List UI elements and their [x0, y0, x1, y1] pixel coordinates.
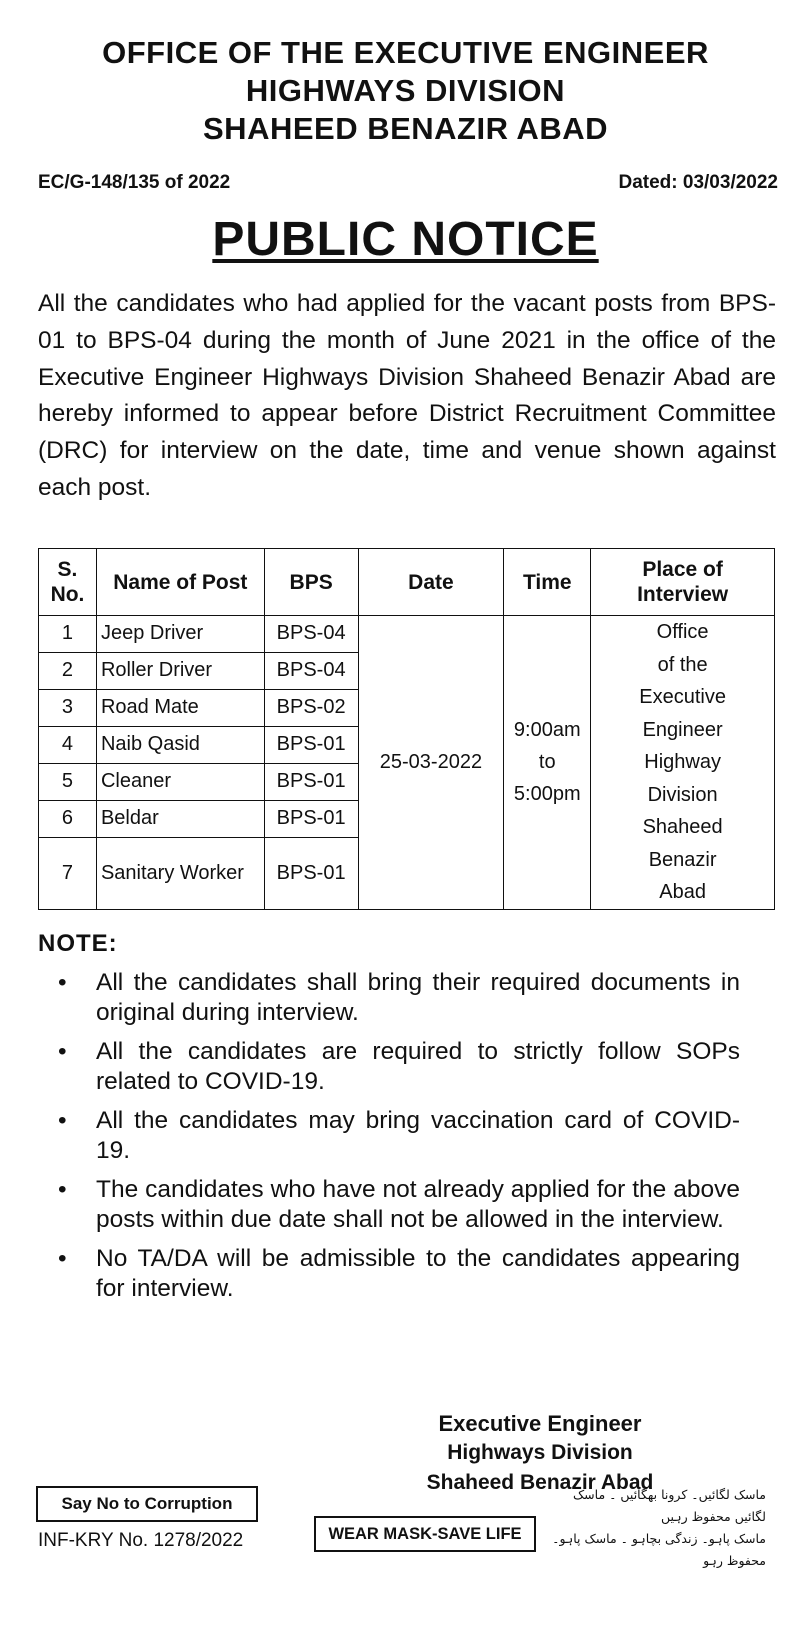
header-date: Date [358, 549, 504, 616]
row-post-name: Road Mate [96, 689, 264, 726]
table-row [39, 616, 775, 653]
urdu-slogan-line: ماسک پاہو۔ زندگی بچاہو ۔ ماسک پاہو۔ محفوظ رہو [552, 1531, 766, 1568]
row-sno: 2 [39, 652, 97, 689]
place-line: Highway [644, 751, 721, 773]
row-bps: BPS-04 [264, 652, 358, 689]
posts-table [38, 548, 775, 910]
bullet-icon: • [58, 1038, 67, 1065]
table-header-row [39, 549, 775, 616]
bullet-icon: • [58, 969, 67, 996]
list-item [58, 1175, 740, 1235]
row-sno: 7 [39, 837, 97, 909]
row-post-name: Sanitary Worker [96, 837, 264, 909]
reference-number: EC/G-148/135 of 2022 [38, 172, 231, 193]
place-line: Division [647, 783, 718, 806]
intro-paragraph: All the candidates who had applied for the vacant posts from BPS-01 to BPS-04 during the month of June 2021 in the office of the Executive Engineer Highways Division Shaheed Benazir Abad are hereby informed to appear before District Recruitment Committee (DRC) for interview on the date, time and venue shown against each post. [38, 290, 776, 501]
time-start: 9:00am [513, 719, 581, 742]
list-item [58, 1244, 740, 1304]
header-sno: S. No. [39, 549, 97, 616]
inf-number: INF-KRY No. 1278/2022 [38, 1530, 244, 1551]
row-bps: BPS-01 [264, 800, 358, 837]
row-bps: BPS-01 [264, 837, 358, 909]
time-to: to [538, 751, 556, 774]
notice-date: Dated: 03/03/2022 [618, 172, 778, 193]
header-line-division: HIGHWAYS DIVISION [245, 73, 566, 108]
place-line: Executive [639, 686, 726, 708]
note-text: All the candidates may bring vaccination card of COVID-19. [96, 1107, 740, 1164]
row-bps: BPS-01 [264, 726, 358, 763]
list-item [58, 968, 740, 1028]
note-text: The candidates who have not already applied for the above posts within due date shall not be allowed in the interview. [96, 1176, 740, 1233]
row-sno: 3 [39, 689, 97, 726]
signature-location: Shaheed Benazir Abad [426, 1471, 654, 1494]
row-post-name: Naib Qasid [96, 726, 264, 763]
place-line: of the [657, 653, 708, 676]
header-line-office: OFFICE OF THE EXECUTIVE ENGINEER [102, 35, 709, 70]
bullet-icon: • [58, 1107, 67, 1134]
bullet-icon: • [58, 1245, 67, 1272]
row-bps: BPS-01 [264, 763, 358, 800]
note-text: No TA/DA will be admissible to the candidates appearing for interview. [96, 1245, 740, 1302]
list-item [58, 1106, 740, 1166]
header-post-name: Name of Post [96, 549, 264, 616]
corruption-slogan-box: Say No to Corruption [36, 1486, 258, 1522]
header-place: Place of Interview [591, 549, 775, 616]
note-list [58, 968, 740, 1313]
row-post-name: Roller Driver [96, 652, 264, 689]
row-bps: BPS-02 [264, 689, 358, 726]
note-text: All the candidates are required to strictly follow SOPs related to COVID-19. [96, 1038, 740, 1095]
urdu-slogan [548, 1484, 766, 1572]
note-heading: NOTE: [38, 930, 118, 957]
row-post-name: Cleaner [96, 763, 264, 800]
urdu-slogan-line: ماسک لگائیں۔ کرونا بھگائیں ۔ ماسک لگائیں محفوظ رہیں [572, 1487, 766, 1524]
row-bps: BPS-04 [264, 616, 358, 653]
header-time: Time [504, 549, 591, 616]
row-sno: 6 [39, 800, 97, 837]
row-post-name: Beldar [96, 800, 264, 837]
interview-date: 25-03-2022 [358, 616, 504, 910]
row-sno: 1 [39, 616, 97, 653]
row-sno: 4 [39, 726, 97, 763]
page-title: PUBLIC NOTICE [212, 213, 599, 266]
place-line: Abad [659, 881, 706, 903]
mask-slogan-box: WEAR MASK-SAVE LIFE [314, 1516, 536, 1552]
signature-title: Executive Engineer [438, 1411, 642, 1436]
place-line: Shaheed [642, 816, 723, 838]
list-item [58, 1037, 740, 1097]
time-end: 5:00pm [513, 783, 581, 806]
signature-division: Highways Division [447, 1441, 633, 1464]
header-bps: BPS [264, 549, 358, 616]
interview-time [504, 616, 591, 910]
place-line: Benazir [648, 848, 717, 871]
office-header [0, 34, 811, 148]
row-post-name: Jeep Driver [96, 616, 264, 653]
note-text: All the candidates shall bring their required documents in original during interview. [96, 969, 740, 1026]
place-line: Engineer [642, 718, 723, 741]
bullet-icon: • [58, 1176, 67, 1203]
place-line: Office [656, 621, 709, 643]
interview-place [591, 616, 775, 910]
row-sno: 5 [39, 763, 97, 800]
header-line-location: SHAHEED BENAZIR ABAD [203, 111, 608, 146]
